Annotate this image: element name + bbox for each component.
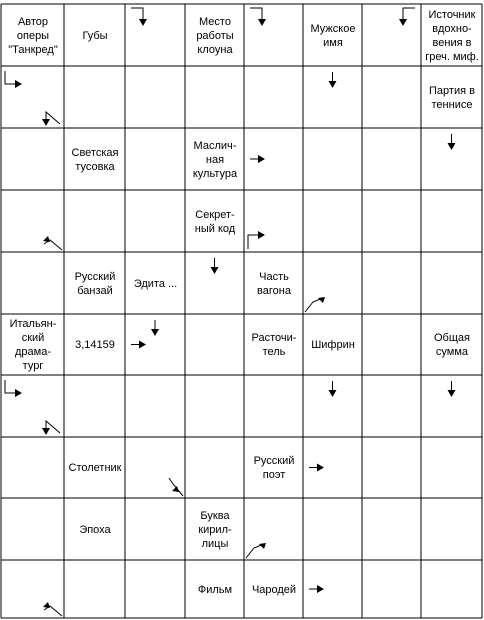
answer-cell[interactable] [245, 67, 303, 128]
answer-cell[interactable] [422, 376, 482, 437]
clue-text: Шифрин [311, 339, 355, 351]
answer-cell[interactable] [245, 499, 303, 560]
answer-cell[interactable] [363, 376, 421, 437]
clue-cell [126, 253, 185, 314]
clue-text: Мужское имя [310, 22, 356, 49]
answer-cell[interactable] [304, 253, 362, 314]
answer-cell[interactable] [304, 376, 362, 437]
clue-cell [186, 5, 244, 66]
answer-cell[interactable] [126, 5, 185, 66]
clue-text: Партия в теннисе [429, 84, 475, 111]
answer-cell[interactable] [304, 67, 362, 128]
answer-cell[interactable] [422, 129, 482, 190]
answer-cell[interactable] [126, 67, 185, 128]
answer-cell[interactable] [186, 67, 244, 128]
answer-cell[interactable] [245, 5, 303, 66]
clue-text: Фильм [197, 583, 233, 596]
answer-cell[interactable] [363, 5, 421, 66]
answer-cell[interactable] [304, 438, 362, 498]
answer-cell[interactable] [363, 129, 421, 190]
answer-cell[interactable] [363, 191, 421, 252]
answer-cell[interactable] [186, 376, 244, 437]
answer-cell[interactable] [363, 67, 421, 128]
answer-cell[interactable] [65, 376, 125, 437]
clue-text: Светская тусовка [71, 146, 119, 173]
answer-cell[interactable] [2, 67, 64, 128]
clue-text: Губы [82, 29, 108, 42]
clue-cell [65, 499, 125, 560]
answer-cell[interactable] [2, 376, 64, 437]
answer-cell[interactable] [2, 438, 64, 498]
clue-text: Итальян- ский драма- тург [9, 318, 57, 372]
answer-cell[interactable] [363, 315, 421, 375]
answer-cell[interactable] [126, 561, 185, 618]
answer-cell[interactable] [186, 438, 244, 498]
clue-cell [186, 191, 244, 252]
clue-cell [65, 5, 125, 66]
answer-cell[interactable] [65, 561, 125, 618]
answer-cell[interactable] [2, 499, 64, 560]
clue-cell [304, 315, 362, 375]
clue-cell [65, 315, 125, 375]
clue-cell [245, 438, 303, 498]
answer-cell[interactable] [65, 191, 125, 252]
answer-cell[interactable] [2, 561, 64, 618]
clue-text: Буква кирил- лицы [198, 509, 232, 550]
answer-cell[interactable] [304, 561, 362, 618]
clue-text: Русский поэт [253, 455, 295, 481]
clue-text: Расточи- тель [251, 332, 297, 358]
answer-cell[interactable] [245, 191, 303, 252]
clue-text: Эдита ... [133, 277, 178, 290]
answer-cell[interactable] [2, 129, 64, 190]
clue-cell [422, 5, 482, 66]
answer-cell[interactable] [186, 315, 244, 375]
answer-cell[interactable] [126, 438, 185, 498]
clue-text: Место работы клоуна [196, 15, 234, 56]
clue-cell [186, 499, 244, 560]
clue-text: Столетник [68, 462, 122, 474]
answer-cell[interactable] [126, 499, 185, 560]
answer-cell[interactable] [126, 191, 185, 252]
clue-text: Эпоха [79, 523, 111, 536]
clue-text: Маслич- ная культура [192, 139, 238, 180]
answer-cell[interactable] [363, 438, 421, 498]
answer-cell[interactable] [363, 561, 421, 618]
answer-cell[interactable] [363, 253, 421, 314]
answer-cell[interactable] [126, 376, 185, 437]
clue-text: Автор оперы "Танкред" [8, 15, 58, 56]
clue-cell [186, 561, 244, 618]
answer-cell[interactable] [422, 438, 482, 498]
answer-cell[interactable] [65, 67, 125, 128]
clue-cell [2, 5, 64, 66]
answer-cell[interactable] [126, 129, 185, 190]
clue-text: 3,14159 [75, 339, 115, 351]
answer-cell[interactable] [422, 253, 482, 314]
answer-cell[interactable] [422, 191, 482, 252]
answer-cell[interactable] [363, 499, 421, 560]
answer-cell[interactable] [126, 315, 185, 375]
clue-cell [65, 253, 125, 314]
clue-cell [65, 438, 125, 498]
clue-text: Секрет- ный код [194, 208, 236, 235]
answer-cell[interactable] [422, 499, 482, 560]
answer-cell[interactable] [245, 376, 303, 437]
clue-cell [186, 129, 244, 190]
clue-text: Источник вдохно- вения в греч. миф. [425, 8, 479, 63]
clue-cell [422, 315, 482, 375]
clue-cell [422, 67, 482, 128]
answer-cell[interactable] [2, 191, 64, 252]
answer-cell[interactable] [245, 129, 303, 190]
answer-cell[interactable] [2, 253, 64, 314]
clue-text: Часть вагона [257, 270, 291, 297]
clue-cell [2, 315, 64, 375]
clue-cell [65, 129, 125, 190]
clue-cell [304, 5, 362, 66]
answer-cell[interactable] [304, 499, 362, 560]
clue-text: Русский банзай [74, 270, 116, 297]
clue-cell [245, 253, 303, 314]
clue-text: Чародей [251, 583, 297, 596]
answer-cell[interactable] [304, 191, 362, 252]
clue-cell [245, 561, 303, 618]
answer-cell[interactable] [186, 253, 244, 314]
clue-cell [245, 315, 303, 375]
answer-cell[interactable] [304, 129, 362, 190]
clue-text: Общая сумма [434, 332, 470, 358]
answer-cell[interactable] [422, 561, 482, 618]
